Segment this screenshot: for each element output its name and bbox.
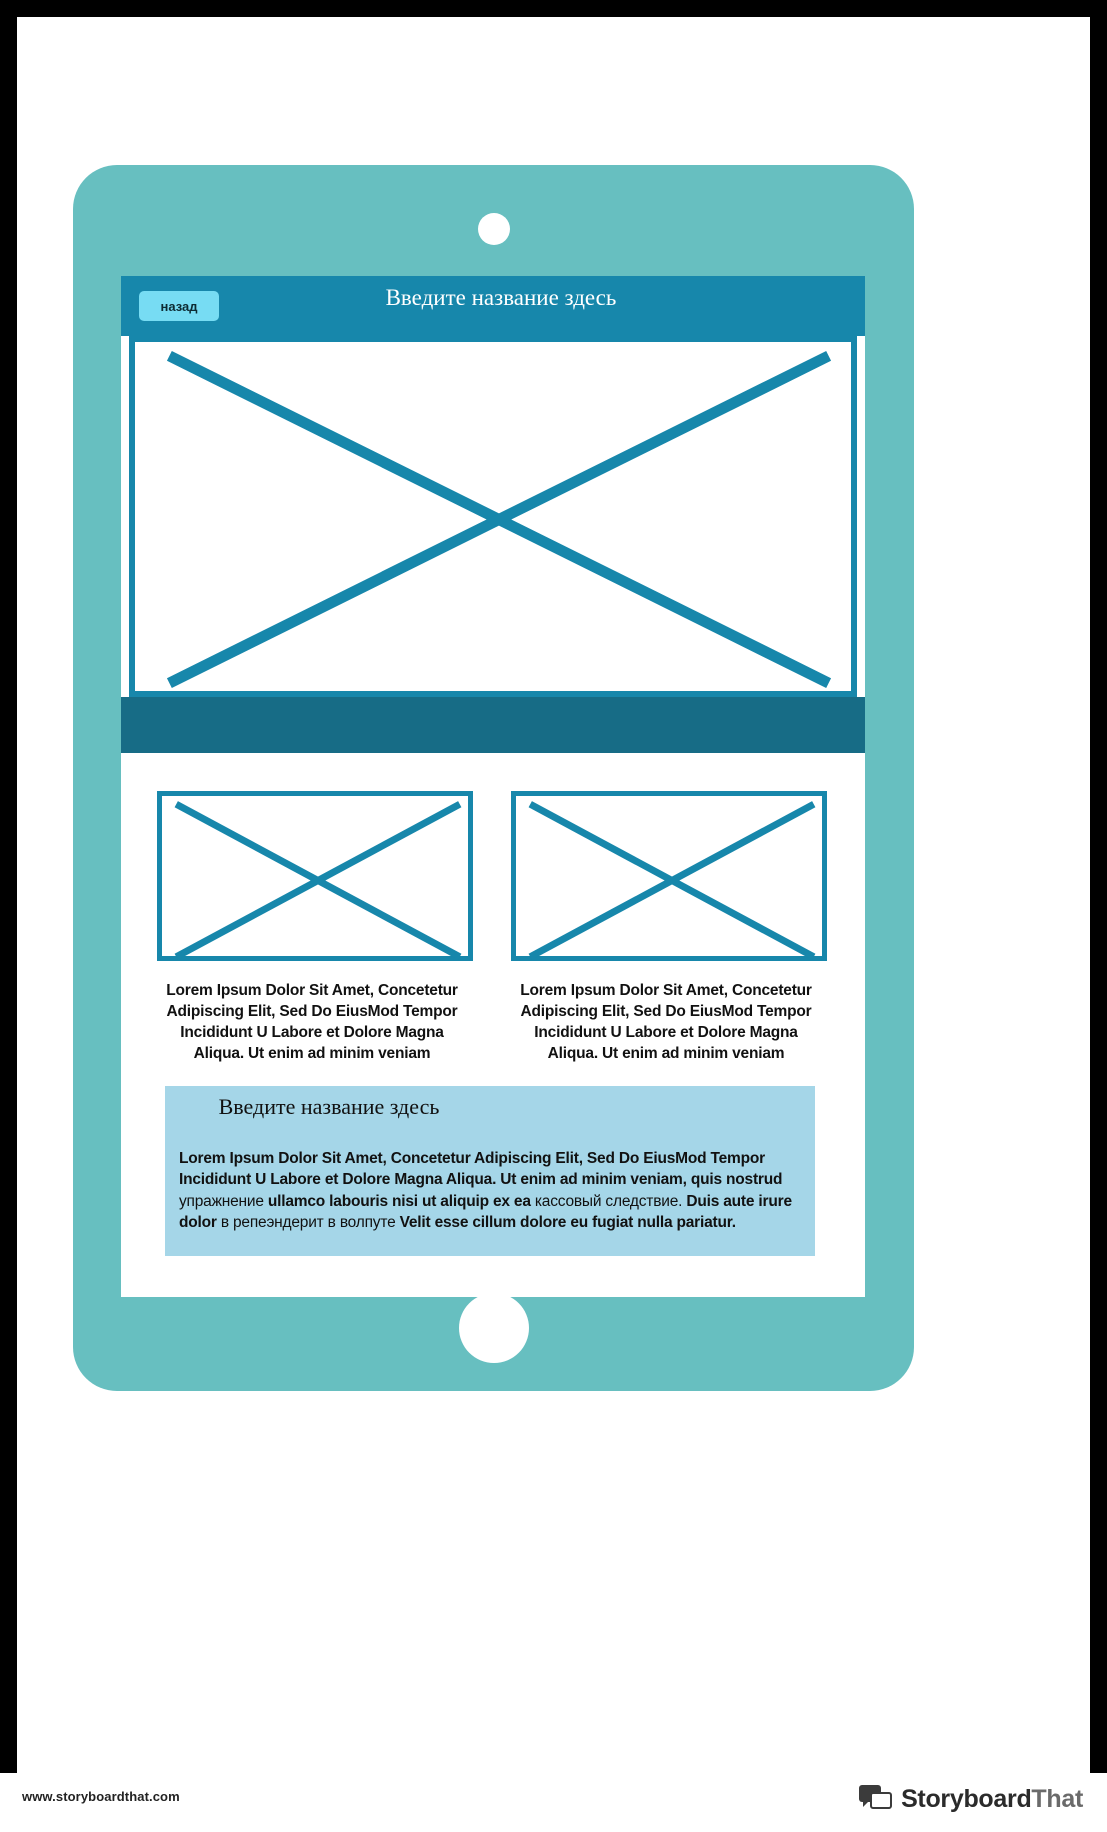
camera-icon: [478, 213, 510, 245]
text-panel: [165, 1086, 815, 1256]
panel-body-seg-3: ullamco labouris nisi ut aliquip ex ea: [267, 1192, 535, 1210]
thumbnail-caption-2: Lorem Ipsum Dolor Sit Amet, Concetetur Adipiscing Elit, Sed Do EiusMod Tempor Incididunt U Labore et Dolore Magna Aliqua. Ut enim ad minim veniam: [520, 982, 812, 1062]
tablet-screen: [121, 276, 865, 1297]
panel-body-seg-2: упражнение: [179, 1192, 268, 1210]
hero-image-placeholder[interactable]: [129, 336, 857, 697]
footer-url: www.storyboardthat.com: [22, 1789, 180, 1804]
home-button[interactable]: [459, 1293, 529, 1363]
hero-caption-band: [121, 697, 865, 753]
app-header-bar: [121, 276, 865, 336]
storyboardthat-logo: [859, 1779, 1083, 1819]
poster-canvas: [17, 17, 1090, 1773]
brand-secondary: That: [1031, 1784, 1083, 1813]
speech-bubbles-icon: [859, 1785, 893, 1813]
thumbnail-placeholder-2[interactable]: [511, 791, 827, 961]
brand-wordmark: [901, 1785, 1083, 1814]
page-title: Введите название здесь: [385, 285, 617, 310]
thumbnail-placeholder-1[interactable]: [157, 791, 473, 961]
panel-body-seg-4: кассовый следствие.: [534, 1192, 687, 1210]
panel-body-seg-6: в репеэндерит в волпуте: [220, 1214, 400, 1232]
back-button[interactable]: [139, 291, 219, 321]
panel-body-seg-1: Lorem Ipsum Dolor Sit Amet, Concetetur Adipiscing Elit, Sed Do EiusMod Tempor Incididunt U Labore et Dolore Magna Aliqua. Ut enim ad minim veniam, quis nostrud: [179, 1150, 783, 1189]
panel-title: Введите название здесь: [218, 1094, 440, 1119]
footer: [0, 1773, 1107, 1832]
panel-body-seg-5: Duis aute irure dolor: [179, 1192, 792, 1232]
panel-body: [179, 1148, 803, 1234]
brand-primary: Storyboard: [901, 1784, 1032, 1813]
thumbnail-caption-1: Lorem Ipsum Dolor Sit Amet, Concetetur Adipiscing Elit, Sed Do EiusMod Tempor Incididunt U Labore et Dolore Magna Aliqua. Ut enim ad minim veniam: [166, 982, 458, 1062]
tablet-device: [73, 165, 914, 1391]
back-button-label: назад: [160, 298, 198, 314]
panel-body-seg-7: Velit esse cillum dolore eu fugiat nulla pariatur.: [399, 1214, 736, 1232]
